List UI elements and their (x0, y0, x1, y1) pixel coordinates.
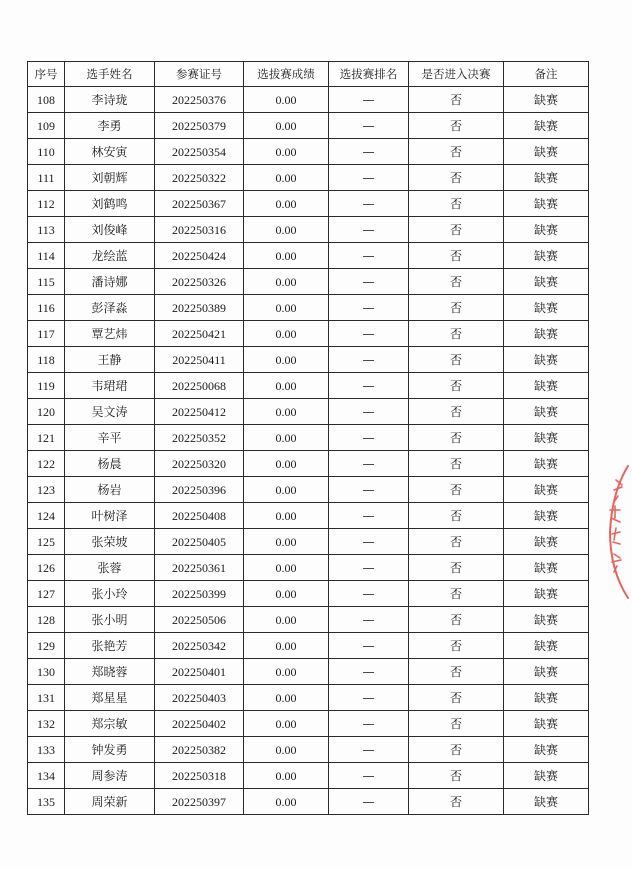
final-status-cell: 否 (409, 191, 504, 217)
score-cell: 0.00 (244, 789, 329, 815)
score-cell: 0.00 (244, 451, 329, 477)
cert-number-cell: 202250361 (155, 555, 244, 581)
cert-number-cell: 202250379 (155, 113, 244, 139)
cert-number-cell: 202250405 (155, 529, 244, 555)
seq-cell: 131 (28, 685, 65, 711)
seq-cell: 109 (28, 113, 65, 139)
score-cell: 0.00 (244, 243, 329, 269)
note-cell: 缺赛 (504, 581, 589, 607)
cert-number-cell: 202250389 (155, 295, 244, 321)
name-cell: 叶树泽 (65, 503, 155, 529)
score-cell: 0.00 (244, 659, 329, 685)
table-row (28, 789, 589, 815)
cert-number-cell: 202250318 (155, 763, 244, 789)
note-cell: 缺赛 (504, 87, 589, 113)
note-cell: 缺赛 (504, 451, 589, 477)
header-rank: 选拔赛排名 (329, 62, 409, 87)
rank-cell: — (329, 217, 409, 243)
rank-cell: — (329, 685, 409, 711)
score-cell: 0.00 (244, 477, 329, 503)
seq-cell: 117 (28, 321, 65, 347)
score-cell: 0.00 (244, 581, 329, 607)
name-cell: 张小玲 (65, 581, 155, 607)
seq-cell: 116 (28, 295, 65, 321)
score-cell: 0.00 (244, 555, 329, 581)
rank-cell: — (329, 789, 409, 815)
table-row (28, 659, 589, 685)
final-status-cell: 否 (409, 113, 504, 139)
header-note: 备注 (504, 62, 589, 87)
seq-cell: 112 (28, 191, 65, 217)
note-cell: 缺赛 (504, 685, 589, 711)
note-cell: 缺赛 (504, 763, 589, 789)
cert-number-cell: 202250354 (155, 139, 244, 165)
rank-cell: — (329, 503, 409, 529)
final-status-cell: 否 (409, 529, 504, 555)
name-cell: 林安寅 (65, 139, 155, 165)
rank-cell: — (329, 763, 409, 789)
seq-cell: 126 (28, 555, 65, 581)
rank-cell: — (329, 295, 409, 321)
table-row (28, 685, 589, 711)
note-cell: 缺赛 (504, 503, 589, 529)
name-cell: 吴文涛 (65, 399, 155, 425)
cert-number-cell: 202250411 (155, 347, 244, 373)
final-status-cell: 否 (409, 425, 504, 451)
name-cell: 龙绘蓝 (65, 243, 155, 269)
cert-number-cell: 202250506 (155, 607, 244, 633)
table-row (28, 399, 589, 425)
cert-number-cell: 202250376 (155, 87, 244, 113)
cert-number-cell: 202250367 (155, 191, 244, 217)
name-cell: 刘俊峰 (65, 217, 155, 243)
seq-cell: 134 (28, 763, 65, 789)
name-cell: 张小明 (65, 607, 155, 633)
score-cell: 0.00 (244, 633, 329, 659)
note-cell: 缺赛 (504, 737, 589, 763)
seq-cell: 113 (28, 217, 65, 243)
table-row (28, 477, 589, 503)
final-status-cell: 否 (409, 633, 504, 659)
name-cell: 韦珺珺 (65, 373, 155, 399)
final-status-cell: 否 (409, 399, 504, 425)
cert-number-cell: 202250382 (155, 737, 244, 763)
table-row (28, 191, 589, 217)
score-cell: 0.00 (244, 139, 329, 165)
note-cell: 缺赛 (504, 217, 589, 243)
score-cell: 0.00 (244, 113, 329, 139)
rank-cell: — (329, 321, 409, 347)
final-status-cell: 否 (409, 503, 504, 529)
score-cell: 0.00 (244, 165, 329, 191)
cert-number-cell: 202250402 (155, 711, 244, 737)
table-row (28, 373, 589, 399)
final-status-cell: 否 (409, 711, 504, 737)
note-cell: 缺赛 (504, 425, 589, 451)
final-status-cell: 否 (409, 139, 504, 165)
table-row (28, 763, 589, 789)
score-cell: 0.00 (244, 763, 329, 789)
final-status-cell: 否 (409, 347, 504, 373)
final-status-cell: 否 (409, 763, 504, 789)
rank-cell: — (329, 633, 409, 659)
seq-cell: 135 (28, 789, 65, 815)
table-row (28, 555, 589, 581)
seq-cell: 125 (28, 529, 65, 555)
table-row (28, 243, 589, 269)
final-status-cell: 否 (409, 165, 504, 191)
header-cert: 参赛证号 (155, 62, 244, 87)
seq-cell: 128 (28, 607, 65, 633)
cert-number-cell: 202250396 (155, 477, 244, 503)
seq-cell: 124 (28, 503, 65, 529)
note-cell: 缺赛 (504, 399, 589, 425)
score-cell: 0.00 (244, 685, 329, 711)
final-status-cell: 否 (409, 685, 504, 711)
name-cell: 刘朝辉 (65, 165, 155, 191)
seq-cell: 111 (28, 165, 65, 191)
name-cell: 王静 (65, 347, 155, 373)
final-status-cell: 否 (409, 295, 504, 321)
name-cell: 辛平 (65, 425, 155, 451)
rank-cell: — (329, 191, 409, 217)
cert-number-cell: 202250342 (155, 633, 244, 659)
note-cell: 缺赛 (504, 659, 589, 685)
cert-number-cell: 202250322 (155, 165, 244, 191)
table-row (28, 737, 589, 763)
rank-cell: — (329, 477, 409, 503)
name-cell: 张艳芳 (65, 633, 155, 659)
table-row (28, 581, 589, 607)
table-row (28, 269, 589, 295)
rank-cell: — (329, 139, 409, 165)
rank-cell: — (329, 555, 409, 581)
table-body (28, 87, 589, 815)
score-cell: 0.00 (244, 191, 329, 217)
rank-cell: — (329, 451, 409, 477)
final-status-cell: 否 (409, 477, 504, 503)
final-status-cell: 否 (409, 581, 504, 607)
cert-number-cell: 202250401 (155, 659, 244, 685)
note-cell: 缺赛 (504, 113, 589, 139)
results-table (27, 61, 589, 815)
score-cell: 0.00 (244, 503, 329, 529)
score-cell: 0.00 (244, 321, 329, 347)
rank-cell: — (329, 581, 409, 607)
note-cell: 缺赛 (504, 269, 589, 295)
final-status-cell: 否 (409, 659, 504, 685)
rank-cell: — (329, 529, 409, 555)
seq-cell: 129 (28, 633, 65, 659)
rank-cell: — (329, 399, 409, 425)
rank-cell: — (329, 347, 409, 373)
table-row (28, 711, 589, 737)
header-final: 是否进入决赛 (409, 62, 504, 87)
score-cell: 0.00 (244, 737, 329, 763)
rank-cell: — (329, 243, 409, 269)
cert-number-cell: 202250352 (155, 425, 244, 451)
score-cell: 0.00 (244, 425, 329, 451)
table-row (28, 321, 589, 347)
final-status-cell: 否 (409, 217, 504, 243)
score-cell: 0.00 (244, 87, 329, 113)
table-row (28, 113, 589, 139)
final-status-cell: 否 (409, 555, 504, 581)
score-cell: 0.00 (244, 347, 329, 373)
score-cell: 0.00 (244, 529, 329, 555)
header-row (28, 62, 589, 87)
name-cell: 覃艺炜 (65, 321, 155, 347)
name-cell: 刘鹤鸣 (65, 191, 155, 217)
table-row (28, 217, 589, 243)
cert-number-cell: 202250068 (155, 373, 244, 399)
note-cell: 缺赛 (504, 607, 589, 633)
table-row (28, 607, 589, 633)
note-cell: 缺赛 (504, 711, 589, 737)
seq-cell: 121 (28, 425, 65, 451)
seq-cell: 133 (28, 737, 65, 763)
rank-cell: — (329, 659, 409, 685)
header-seq: 序号 (28, 62, 65, 87)
final-status-cell: 否 (409, 321, 504, 347)
score-cell: 0.00 (244, 373, 329, 399)
seq-cell: 110 (28, 139, 65, 165)
note-cell: 缺赛 (504, 477, 589, 503)
note-cell: 缺赛 (504, 295, 589, 321)
cert-number-cell: 202250320 (155, 451, 244, 477)
seq-cell: 108 (28, 87, 65, 113)
cert-number-cell: 202250408 (155, 503, 244, 529)
name-cell: 杨晨 (65, 451, 155, 477)
score-cell: 0.00 (244, 269, 329, 295)
seq-cell: 122 (28, 451, 65, 477)
seq-cell: 118 (28, 347, 65, 373)
note-cell: 缺赛 (504, 139, 589, 165)
cert-number-cell: 202250403 (155, 685, 244, 711)
cert-number-cell: 202250421 (155, 321, 244, 347)
final-status-cell: 否 (409, 87, 504, 113)
rank-cell: — (329, 373, 409, 399)
rank-cell: — (329, 165, 409, 191)
table-row (28, 87, 589, 113)
name-cell: 彭泽淼 (65, 295, 155, 321)
name-cell: 张蓉 (65, 555, 155, 581)
table-row (28, 425, 589, 451)
note-cell: 缺赛 (504, 529, 589, 555)
red-seal-fragment (598, 462, 632, 602)
score-cell: 0.00 (244, 399, 329, 425)
table-row (28, 633, 589, 659)
seq-cell: 127 (28, 581, 65, 607)
final-status-cell: 否 (409, 243, 504, 269)
header-score: 选拔赛成绩 (244, 62, 329, 87)
header-name: 选手姓名 (65, 62, 155, 87)
note-cell: 缺赛 (504, 165, 589, 191)
final-status-cell: 否 (409, 607, 504, 633)
cert-number-cell: 202250326 (155, 269, 244, 295)
note-cell: 缺赛 (504, 191, 589, 217)
name-cell: 郑宗敏 (65, 711, 155, 737)
table-row (28, 347, 589, 373)
seq-cell: 115 (28, 269, 65, 295)
score-cell: 0.00 (244, 711, 329, 737)
note-cell: 缺赛 (504, 373, 589, 399)
final-status-cell: 否 (409, 789, 504, 815)
table-row (28, 295, 589, 321)
seq-cell: 120 (28, 399, 65, 425)
rank-cell: — (329, 425, 409, 451)
final-status-cell: 否 (409, 373, 504, 399)
note-cell: 缺赛 (504, 789, 589, 815)
cert-number-cell: 202250397 (155, 789, 244, 815)
name-cell: 李勇 (65, 113, 155, 139)
cert-number-cell: 202250316 (155, 217, 244, 243)
seq-cell: 123 (28, 477, 65, 503)
cert-number-cell: 202250399 (155, 581, 244, 607)
score-cell: 0.00 (244, 217, 329, 243)
name-cell: 钟发勇 (65, 737, 155, 763)
score-cell: 0.00 (244, 295, 329, 321)
rank-cell: — (329, 113, 409, 139)
note-cell: 缺赛 (504, 633, 589, 659)
name-cell: 周参涛 (65, 763, 155, 789)
name-cell: 周荣新 (65, 789, 155, 815)
rank-cell: — (329, 607, 409, 633)
table-row (28, 451, 589, 477)
seq-cell: 130 (28, 659, 65, 685)
table-row (28, 139, 589, 165)
note-cell: 缺赛 (504, 321, 589, 347)
name-cell: 郑晓蓉 (65, 659, 155, 685)
cert-number-cell: 202250412 (155, 399, 244, 425)
final-status-cell: 否 (409, 737, 504, 763)
seq-cell: 119 (28, 373, 65, 399)
seq-cell: 132 (28, 711, 65, 737)
table-row (28, 165, 589, 191)
table-row (28, 503, 589, 529)
name-cell: 李诗珑 (65, 87, 155, 113)
final-status-cell: 否 (409, 451, 504, 477)
cert-number-cell: 202250424 (155, 243, 244, 269)
note-cell: 缺赛 (504, 555, 589, 581)
rank-cell: — (329, 711, 409, 737)
note-cell: 缺赛 (504, 347, 589, 373)
name-cell: 潘诗娜 (65, 269, 155, 295)
rank-cell: — (329, 269, 409, 295)
name-cell: 郑星星 (65, 685, 155, 711)
name-cell: 张荣坡 (65, 529, 155, 555)
name-cell: 杨岩 (65, 477, 155, 503)
note-cell: 缺赛 (504, 243, 589, 269)
seq-cell: 114 (28, 243, 65, 269)
score-cell: 0.00 (244, 607, 329, 633)
rank-cell: — (329, 737, 409, 763)
table-row (28, 529, 589, 555)
rank-cell: — (329, 87, 409, 113)
final-status-cell: 否 (409, 269, 504, 295)
